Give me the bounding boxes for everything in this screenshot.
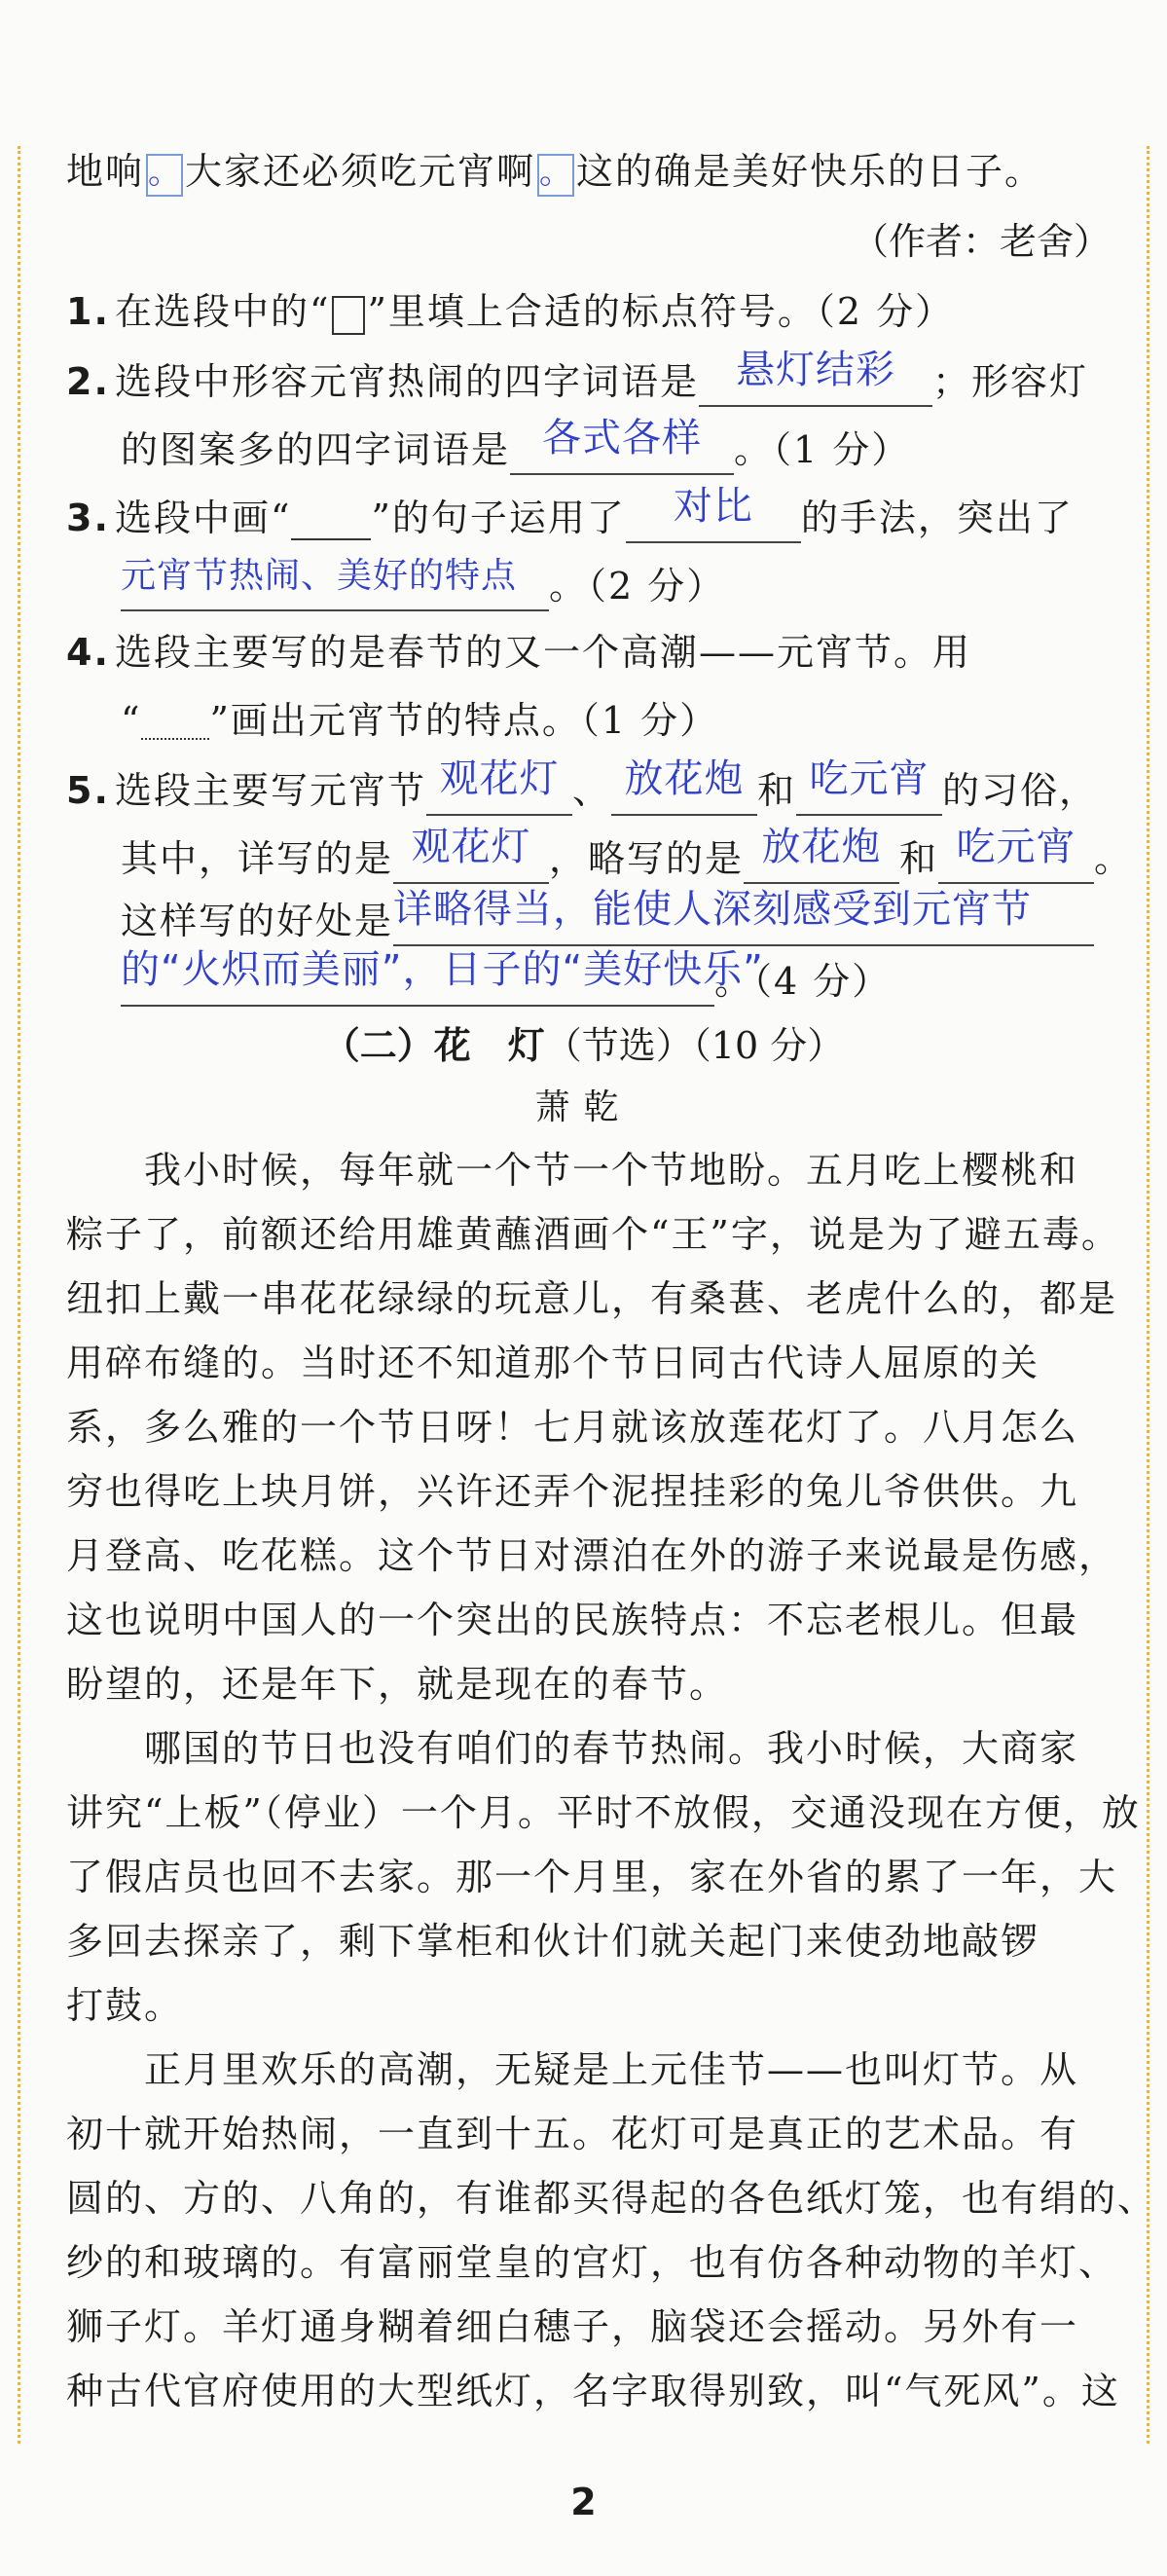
question-number: 2. <box>66 360 110 403</box>
handwritten-answer: 观花灯 <box>411 825 531 869</box>
handwritten-answer: 吃元宵 <box>956 825 1076 869</box>
question-2 <box>66 348 1102 407</box>
answer-blank[interactable] <box>121 556 549 611</box>
question-text: 选段中形容元宵热闹的四字词语是 <box>115 360 700 403</box>
punctuation-answer-box: 。 <box>537 154 574 197</box>
handwritten-answer: 详略得当，能使人深刻感受到元宵节 <box>393 887 1033 932</box>
question-text: 。（4 分） <box>714 960 892 1003</box>
question-text: ”里填上合适的标点符号。（2 分） <box>367 290 955 333</box>
question-text: 这样写的好处是 <box>121 900 394 942</box>
question-text: 。 <box>1094 837 1134 880</box>
punctuation-answer-box: 。 <box>146 154 183 197</box>
handwritten-answer: 放花炮 <box>624 756 745 801</box>
passage-line: 狮子灯。羊灯通身糊着细白穗子，脑袋还会摇动。另外有一 <box>66 2305 1079 2348</box>
passage-continuation-line <box>66 146 1102 197</box>
question-text: 的习俗， <box>942 769 1099 812</box>
question-text: 选段主要写元宵节 <box>115 769 427 812</box>
text-fragment: 大家还必须吃元宵啊 <box>185 150 536 193</box>
question-5-cont2 <box>66 887 1156 946</box>
question-5-cont <box>66 825 1156 884</box>
handwritten-answer: 对比 <box>673 484 753 529</box>
answer-blank[interactable] <box>611 756 757 816</box>
handwritten-answer: 各式各样 <box>542 416 703 460</box>
author-credit: （作者：老舍） <box>851 220 1111 263</box>
question-text: 的图案多的四字词语是 <box>121 428 511 471</box>
answer-blank[interactable] <box>626 484 801 543</box>
passage-line: 了假店员也回不去家。那一个月里，家在外省的累了一年，大 <box>66 1856 1118 1898</box>
question-4 <box>66 627 1102 678</box>
passage-line: 穷也得吃上块月饼，兴许还弄个泥捏挂彩的兔儿爷供供。九 <box>66 1470 1079 1513</box>
passage-line: 月登高、吃花糕。这个节日对漂泊在外的游子来说最是伤感， <box>66 1534 1118 1577</box>
section-title <box>0 1020 1167 1071</box>
question-number: 5. <box>66 769 110 812</box>
text-fragment: 这的确是美好快乐的日子。 <box>576 150 1044 193</box>
passage-line: 粽子了，前额还给用雄黄蘸酒画个“王”字，说是为了避五毒。 <box>66 1213 1120 1256</box>
question-5 <box>66 756 1102 816</box>
passage-line: 系，多么雅的一个节日呀！七月就该放莲花灯了。八月怎么 <box>66 1406 1079 1449</box>
right-margin-line <box>1147 146 1149 2444</box>
section-heading: （二）花 灯 <box>322 1023 545 1067</box>
text-fragment: 地响 <box>66 150 145 193</box>
question-4-cont <box>66 695 1156 746</box>
question-text: 。（2 分） <box>549 565 726 607</box>
question-number: 4. <box>66 631 110 674</box>
question-text: 和 <box>757 769 797 812</box>
passage-line: 盼望的，还是年下，就是现在的春节。 <box>66 1663 729 1706</box>
passage-line: 初十就开始热闹，一直到十五。花灯可是真正的艺术品。有 <box>66 2113 1079 2155</box>
question-text: ，略写的是 <box>549 837 745 880</box>
passage-line: 正月里欢乐的高潮，无疑是上元佳节——也叫灯节。从 <box>66 2048 1079 2091</box>
empty-box-symbol <box>332 296 365 335</box>
passage-line: 种古代官府使用的大型纸灯，名字取得别致，叫“气死风”。这 <box>66 2370 1120 2412</box>
question-number: 1. <box>66 290 110 333</box>
question-text: 、 <box>572 769 612 812</box>
question-5-cont3 <box>66 947 1156 1007</box>
question-text: 选段中画“ <box>115 497 292 539</box>
handwritten-answer: 放花炮 <box>761 825 882 869</box>
question-2-cont <box>66 416 1156 475</box>
handwritten-answer: 吃元宵 <box>809 756 930 801</box>
section-subheading: （节选）（10 分） <box>544 1024 845 1067</box>
answer-blank[interactable] <box>393 825 549 884</box>
question-text: 选段主要写的是春节的又一个高潮——元宵节。用 <box>115 631 972 674</box>
question-text: ”的句子运用了 <box>371 497 626 539</box>
answer-blank[interactable] <box>426 756 572 816</box>
passage-author: 萧乾 <box>534 1087 633 1127</box>
handwritten-answer: 元宵节热闹、美好的特点 <box>121 556 518 596</box>
question-text: 。（1 分） <box>734 428 911 471</box>
passage-line: 纱的和玻璃的。有富丽堂皇的宫灯，也有仿各种动物的羊灯、 <box>66 2241 1118 2284</box>
question-3-cont <box>66 556 1156 611</box>
question-text: 和 <box>899 837 939 880</box>
handwritten-answer: 的“火炽而美丽”，日子的“美好快乐” <box>121 947 764 992</box>
question-text: “ <box>121 699 142 742</box>
question-number: 3. <box>66 497 110 539</box>
question-text: ；形容灯 <box>932 360 1089 403</box>
question-text: ”画出元宵节的特点。（1 分） <box>209 699 719 742</box>
handwritten-answer: 观花灯 <box>439 756 560 801</box>
answer-blank[interactable] <box>510 416 734 475</box>
answer-blank[interactable] <box>393 887 1094 946</box>
passage-line: 哪国的节日也没有咱们的春节热闹。我小时候，大商家 <box>66 1727 1079 1770</box>
passage-line: 讲究“上板”（停业）一个月。平时不放假，交通没现在方便，放 <box>66 1791 1141 1834</box>
question-3 <box>66 484 1102 543</box>
handwritten-answer: 悬灯结彩 <box>736 348 896 392</box>
passage-line: 圆的、方的、八角的，有谁都买得起的各色纸灯笼，也有绢的、 <box>66 2177 1157 2220</box>
answer-blank[interactable] <box>938 825 1094 884</box>
question-1 <box>66 286 1102 337</box>
question-text: 其中，详写的是 <box>121 837 394 880</box>
answer-blank[interactable] <box>744 825 899 884</box>
left-margin-line <box>18 146 20 2444</box>
underline-symbol <box>291 503 371 540</box>
question-text: 在选段中的“ <box>115 290 331 333</box>
answer-blank[interactable] <box>699 348 932 407</box>
wavy-line-symbol <box>141 709 209 740</box>
passage-line: 我小时候，每年就一个节一个节地盼。五月吃上樱桃和 <box>66 1149 1079 1192</box>
answer-blank[interactable] <box>796 756 942 816</box>
answer-blank[interactable] <box>121 947 764 1007</box>
passage-line: 多回去探亲了，剩下掌柜和伙计们就关起门来使劲地敲锣 <box>66 1920 1040 1963</box>
page-number: 2 <box>570 2481 597 2523</box>
question-text: 的手法，突出了 <box>800 497 1074 539</box>
passage-line: 纽扣上戴一串花花绿绿的玩意儿，有桑葚、老虎什么的，都是 <box>66 1277 1118 1320</box>
passage-line: 这也说明中国人的一个突出的民族特点：不忘老根儿。但最 <box>66 1599 1079 1641</box>
passage-line: 用碎布缝的。当时还不知道那个节日同古代诗人屈原的关 <box>66 1342 1040 1384</box>
passage-line: 打鼓。 <box>66 1984 184 2027</box>
